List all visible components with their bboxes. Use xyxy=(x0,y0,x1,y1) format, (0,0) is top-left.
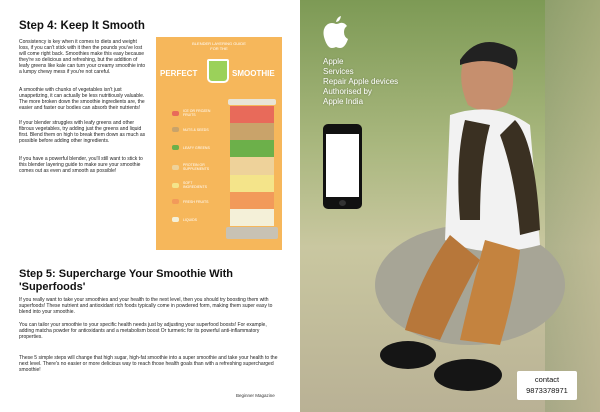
contact-label: contact xyxy=(534,375,560,384)
iphone-icon xyxy=(323,124,362,209)
ad-line: Authorised by xyxy=(323,87,372,96)
blender-layer xyxy=(230,175,274,192)
contact-box[interactable] xyxy=(517,371,577,400)
layer-label: SOFT INGREDIENTS xyxy=(183,181,207,189)
infographic-title-right: SMOOTHIE xyxy=(232,69,275,78)
step5-paragraph-3: These 5 simple steps will change that high sugar, high-fat smoothie into a super smoothie and take your health to the next level. There's no easier or more delicious way to reach those health goals than with a refreshing supercharged smoothie! xyxy=(19,355,278,373)
layer-label: LIQUIDS xyxy=(183,217,198,222)
step4-paragraph-3: If your blender struggles with leafy greens and other fibrous vegetables, try adding just the greens and liquid first. Blend them on high to break them down as much as possible before adding other ingredients. xyxy=(19,120,146,144)
blender-layer xyxy=(230,106,274,123)
step4-paragraph-1: Consistency is key when it comes to diets and weight loss, if you can't stick with it then the pounds you've lost will come right back. Smoothies make this easy because they're so delicious and refreshing, but the addition of leafy greens like kale can turn your creamy smoothie into a lumpy chewy mess if you're not careful. xyxy=(19,39,146,75)
layer-item xyxy=(172,109,213,117)
magazine-footer: Beginner Magazine xyxy=(236,393,275,398)
layer-item xyxy=(172,127,213,132)
smoothie-glass-icon xyxy=(207,59,229,83)
layer-label: FRESH FRUITS xyxy=(183,199,209,204)
step5-paragraph-2: You can tailor your smoothie to your specific health needs just by adjusting your superfood boosts! For example, adding matcha powder for antioxidants and a metabolism boost Or turmeric for its powerful anti-inflammatory properties. xyxy=(19,322,267,340)
step4-heading: Step 4: Keep It Smooth xyxy=(19,20,145,32)
layer-item xyxy=(172,217,213,222)
layer-item xyxy=(172,199,213,204)
step5-paragraph-1: If you really want to take your smoothies and your health to the next level, then you should try boosting them with superfoods! These nutrient and antioxidant rich foods typically come in powdered form, making them super easy to blend into your smoothie. xyxy=(19,297,273,315)
blender-layer xyxy=(230,157,274,174)
layer-item xyxy=(172,145,213,150)
ad-line: Services xyxy=(323,67,354,76)
blender-icon xyxy=(226,99,278,239)
blender-layer xyxy=(230,140,274,157)
ad-line: Apple xyxy=(323,57,344,66)
ad-line: Apple India xyxy=(323,97,364,106)
contact-number[interactable]: 9873378971 xyxy=(526,386,568,395)
layer-swatch-icon xyxy=(172,111,179,116)
infographic-subtitle: BLENDER LAYERING GUIDE xyxy=(192,41,246,46)
layer-item xyxy=(172,163,213,171)
blender-layer xyxy=(230,123,274,140)
layer-swatch-icon xyxy=(172,127,179,132)
layer-label: LEAFY GREENS xyxy=(183,145,210,150)
blender-layer xyxy=(230,192,274,209)
layer-swatch-icon xyxy=(172,145,179,150)
infographic-title-left: PERFECT xyxy=(160,69,198,78)
smoothie-infographic xyxy=(156,37,282,250)
layer-label: ICE OR FROZEN FRUITS xyxy=(183,109,211,117)
layer-label: PROTEIN OR SUPPLEMENTS xyxy=(183,163,210,171)
layer-swatch-icon xyxy=(172,183,179,188)
layer-swatch-icon xyxy=(172,199,179,204)
layer-item xyxy=(172,181,213,189)
ad-line: Repair Apple devices xyxy=(323,77,399,86)
infographic-subtitle-2: FOR THE xyxy=(210,46,228,51)
step5-heading: Step 5: Supercharge Your Smoothie With 'Superfoods' xyxy=(19,268,234,293)
blender-layer xyxy=(230,209,274,226)
apple-logo-icon xyxy=(322,14,350,55)
layer-swatch-icon xyxy=(172,217,179,222)
step4-paragraph-2: A smoothie with chunks of vegetables isn't just unappetizing, it can actually be less nutritiously valuable. The more broken down the smoothie ingredients are, the easier and faster our bodies can absorb their nutrients! xyxy=(19,87,145,111)
layer-label: NUTS & SEEDS xyxy=(183,127,209,132)
layer-swatch-icon xyxy=(172,165,179,170)
step4-paragraph-4: If you have a powerful blender, you'll still want to stick to this blender layering guide to make sure your smoothie comes out as even and smooth as possible! xyxy=(19,156,143,174)
apple-services-ad xyxy=(300,0,600,412)
